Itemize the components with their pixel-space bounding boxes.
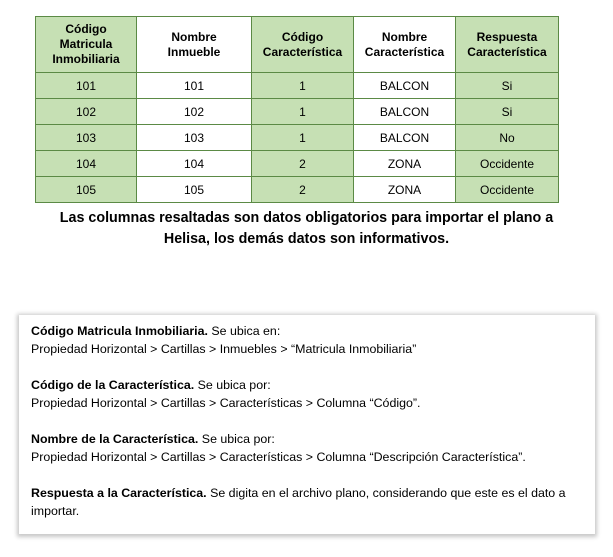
- table-row: [36, 177, 559, 203]
- info-lead: Se ubica por:: [198, 432, 275, 446]
- table-cell: Occidente: [456, 151, 559, 177]
- mandatory-columns-note: Las columnas resaltadas son datos obligatorios para importar el plano a Helisa, los demás datos son informativos.: [59, 210, 554, 247]
- header-codigo-matricula: Código Matricula Inmobiliaria: [36, 17, 137, 73]
- table-cell: 1: [252, 125, 354, 151]
- table-cell: 103: [36, 125, 137, 151]
- table-header-row: [36, 17, 559, 73]
- table-cell: Occidente: [456, 177, 559, 203]
- table-cell: 101: [36, 73, 137, 99]
- table-cell: 102: [36, 99, 137, 125]
- info-lead: Se ubica en:: [207, 324, 281, 338]
- table-row: [36, 151, 559, 177]
- data-table: [35, 16, 559, 203]
- table-cell: 1: [252, 99, 354, 125]
- info-path: Propiedad Horizontal > Cartillas > Características > Columna “Descripción Característica”.: [31, 449, 526, 464]
- info-path: Propiedad Horizontal > Cartillas > Características > Columna “Código”.: [31, 395, 421, 410]
- info-item-nombre-caracteristica: [31, 431, 583, 466]
- table-cell: BALCON: [354, 73, 456, 99]
- table-row: [36, 99, 559, 125]
- info-title: Respuesta a la Característica.: [31, 486, 207, 500]
- table-cell: 1: [252, 73, 354, 99]
- header-codigo-caracteristica: Código Característica: [252, 17, 354, 73]
- table-cell: 104: [137, 151, 252, 177]
- info-item-codigo-matricula: [31, 323, 583, 358]
- info-path: Propiedad Horizontal > Cartillas > Inmuebles > “Matricula Inmobiliaria”: [31, 341, 417, 356]
- table-cell: 104: [36, 151, 137, 177]
- table-row: [36, 73, 559, 99]
- table-cell: 105: [36, 177, 137, 203]
- header-respuesta-caracteristica: Respuesta Característica: [456, 17, 559, 73]
- info-box: [19, 315, 595, 534]
- table-cell: No: [456, 125, 559, 151]
- header-nombre-inmueble: Nombre Inmueble: [137, 17, 252, 73]
- table-cell: Si: [456, 99, 559, 125]
- table-cell: ZONA: [354, 151, 456, 177]
- info-item-codigo-caracteristica: [31, 377, 583, 412]
- info-lead: Se digita en el archivo plano, considerando que este es el dato a importar.: [31, 486, 566, 518]
- table-cell: 101: [137, 73, 252, 99]
- info-lead: Se ubica por:: [194, 378, 271, 392]
- table-cell: 105: [137, 177, 252, 203]
- table-cell: BALCON: [354, 125, 456, 151]
- info-title: Código de la Característica.: [31, 378, 195, 392]
- table-row: [36, 125, 559, 151]
- table-cell: ZONA: [354, 177, 456, 203]
- table-cell: BALCON: [354, 99, 456, 125]
- table-cell: 2: [252, 177, 354, 203]
- info-item-respuesta-caracteristica: [31, 485, 583, 520]
- table-cell: 2: [252, 151, 354, 177]
- table-cell: 102: [137, 99, 252, 125]
- table-cell: Si: [456, 73, 559, 99]
- header-nombre-caracteristica: Nombre Característica: [354, 17, 456, 73]
- table-cell: 103: [137, 125, 252, 151]
- info-title: Nombre de la Característica.: [31, 432, 199, 446]
- info-title: Código Matricula Inmobiliaria.: [31, 324, 208, 338]
